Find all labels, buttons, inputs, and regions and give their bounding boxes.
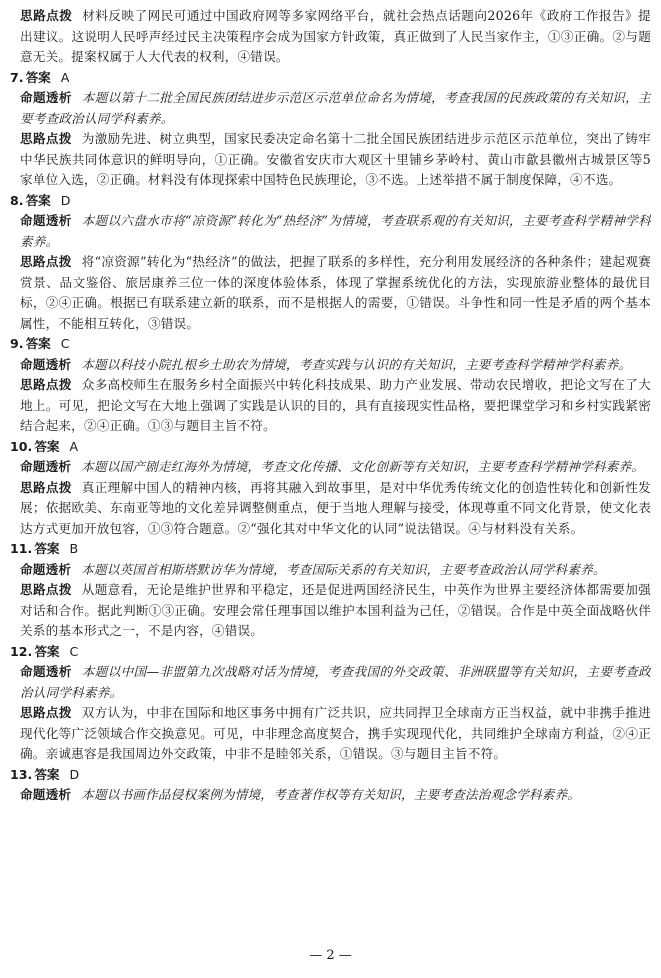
analysis-paragraph bbox=[10, 785, 651, 806]
answer-choice: A bbox=[69, 438, 79, 454]
analysis-paragraph bbox=[10, 88, 651, 129]
question-number: 9. bbox=[10, 336, 24, 351]
answer-key-page bbox=[10, 6, 651, 936]
answer-label: 答案 bbox=[34, 643, 60, 659]
answer-label: 答案 bbox=[34, 438, 60, 454]
hint-text: 从题意看，无论是维护世界和平稳定，还是促进两国经济民生，中英作为世界主要经济体都需要加强对话和合作。据此判断①③正确。安理会常任理事国以维护本国利益为己任，②错误。合作是中英全面战略伙伴关系的基本形式之一，不是内容，④错误。 bbox=[20, 582, 651, 638]
analysis-paragraph bbox=[10, 662, 651, 703]
question-list bbox=[10, 68, 651, 806]
answer-label: 答案 bbox=[25, 192, 51, 208]
hint-text: 双方认为，中非在国际和地区事务中拥有广泛共识，应共同捍卫全球南方正当权益，就中非携手推进现代化等广泛领域合作交换意见。可见，中非理念高度契合，携手实现现代化，共同维护全球南方利益，②④正确。亲诚惠容是我国周边外交政策，中非不是睦邻关系，①错误。③与题目主旨不符。 bbox=[20, 705, 651, 761]
answer-label: 答案 bbox=[34, 766, 60, 782]
answer-line bbox=[10, 334, 651, 355]
analysis-paragraph bbox=[10, 211, 651, 252]
hint-text: 为激励先进、树立典型，国家民委决定命名第十二批全国民族团结进步示范区示范单位，突出了铸牢中华民族共同体意识的鲜明导向，①正确。安徽省安庆市大观区十里铺乡茅岭村、黄山市歙县徽州古城景区等5家单位入选，②正确。材料没有体现探索中国特色民族理论，③不选。上述举措不属于制度保障，④不选。 bbox=[20, 131, 651, 187]
analysis-text: 本题以书画作品侵权案例为情境，考查著作权等有关知识，主要考查法治观念学科素养。 bbox=[81, 787, 581, 802]
hint-text: 材料反映了网民可通过中国政府网等多家网络平台，就社会热点话题向2026年《政府工作报告》提出建议。这说明人民呼声经过民主决策程序会成为国家方针政策，真正做到了人民当家作主，①③正确。②与题意无关。提案权属于人大代表的权利，④错误。 bbox=[20, 8, 651, 64]
page-number: — 2 — bbox=[309, 948, 352, 963]
answer-label: 答案 bbox=[34, 541, 60, 556]
analysis-text: 本题以中国—非盟第九次战略对话为情境，考查我国的外交政策、非洲联盟等有关知识，主要考查政治认同学科素养。 bbox=[20, 664, 651, 700]
hint-label: 思路点拨 bbox=[20, 479, 72, 495]
analysis-label: 命题透析 bbox=[20, 90, 72, 105]
hint-paragraph bbox=[10, 478, 651, 540]
analysis-text: 本题以英国首相斯塔默访华为情境，考查国际关系的有关知识，主要考查政治认同学科素养。 bbox=[81, 561, 606, 577]
hint-label: 思路点拨 bbox=[20, 705, 72, 720]
answer-line bbox=[10, 437, 651, 458]
hint-label: 思路点拨 bbox=[20, 131, 72, 146]
question-number: 11. bbox=[10, 541, 33, 556]
answer-line bbox=[10, 642, 651, 663]
question-block bbox=[10, 642, 651, 765]
intro-hint-paragraph bbox=[10, 6, 651, 68]
answer-line bbox=[10, 68, 651, 89]
question-block bbox=[10, 539, 651, 642]
hint-label: 思路点拨 bbox=[20, 8, 73, 23]
analysis-label: 命题透析 bbox=[20, 664, 72, 679]
answer-line bbox=[10, 765, 651, 786]
analysis-label: 命题透析 bbox=[20, 561, 72, 577]
question-block bbox=[10, 191, 651, 335]
question-number: 10. bbox=[10, 438, 33, 454]
answer-choice: B bbox=[69, 541, 79, 556]
hint-label: 思路点拨 bbox=[20, 254, 72, 269]
analysis-paragraph bbox=[10, 560, 651, 581]
question-block bbox=[10, 437, 651, 540]
hint-paragraph bbox=[10, 129, 651, 191]
answer-choice: D bbox=[60, 192, 71, 208]
hint-paragraph bbox=[10, 580, 651, 642]
answer-choice: A bbox=[60, 69, 70, 85]
hint-paragraph bbox=[10, 252, 651, 334]
answer-line bbox=[10, 539, 651, 560]
analysis-text: 本题以六盘水市将“凉资源”转化为“热经济”为情境，考查联系观的有关知识，主要考查科学精神学科素养。 bbox=[20, 213, 651, 249]
analysis-label: 命题透析 bbox=[20, 459, 72, 474]
answer-label: 答案 bbox=[25, 336, 51, 351]
hint-label: 思路点拨 bbox=[20, 582, 72, 597]
question-block bbox=[10, 334, 651, 437]
analysis-text: 本题以第十二批全国民族团结进步示范区示范单位命名为情境，考查我国的民族政策的有关知识，主要考查政治认同学科素养。 bbox=[20, 90, 651, 126]
analysis-text: 本题以国产剧走红海外为情境，考查文化传播、文化创新等有关知识，主要考查科学精神学科素养。 bbox=[81, 459, 645, 474]
analysis-label: 命题透析 bbox=[20, 356, 72, 372]
hint-label: 思路点拨 bbox=[20, 377, 72, 392]
hint-paragraph bbox=[10, 375, 651, 437]
answer-line bbox=[10, 191, 651, 212]
hint-text: 众多高校师生在服务乡村全面振兴中转化科技成果、助力产业发展、带动农民增收，把论文写在了大地上。可见，把论文写在大地上强调了实践是认识的目的，具有直接现实性品格，要把课堂学习和乡村实践紧密结合起来，②④正确。①③与题目主旨不符。 bbox=[20, 377, 651, 433]
analysis-paragraph bbox=[10, 457, 651, 478]
answer-choice: D bbox=[69, 766, 80, 782]
hint-text: 将“凉资源”转化为“热经济”的做法，把握了联系的多样性，充分利用发展经济的各种条件；建起观赛赏景、品文鉴俗、旅居康养三位一体的深度体验体系，体现了掌握系统优化的方法，实现旅游业整体的最优目标，②④正确。根据已有联系建立新的联系，而不是根据人的需要，①错误。斗争性和同一性是矛盾的两个基本属性，不能相互转化，③错误。 bbox=[20, 254, 651, 331]
question-block bbox=[10, 68, 651, 191]
analysis-label: 命题透析 bbox=[20, 787, 72, 802]
analysis-paragraph bbox=[10, 355, 651, 376]
analysis-label: 命题透析 bbox=[20, 213, 72, 228]
hint-text: 真正理解中国人的精神内核，再将其融入到故事里，是对中华优秀传统文化的创造性转化和创新性发展；依据欧美、东南亚等地的文化差异调整侧重点，便于当地人理解与接受，体现尊重不同文化背景，使文化表达方式更加开放包容，①③符合题意。②“强化其对中华文化的认同”说法错误。④与材料没有关系。 bbox=[20, 479, 651, 536]
hint-paragraph bbox=[10, 703, 651, 765]
question-number: 12. bbox=[10, 643, 33, 659]
answer-choice: C bbox=[69, 643, 79, 659]
question-number: 13. bbox=[10, 766, 33, 782]
question-number: 7. bbox=[10, 69, 24, 85]
question-number: 8. bbox=[10, 192, 24, 208]
analysis-text: 本题以科技小院扎根乡土助农为情境，考查实践与认识的有关知识，主要考查科学精神学科素养。 bbox=[81, 356, 632, 372]
answer-label: 答案 bbox=[25, 69, 51, 85]
question-block bbox=[10, 765, 651, 806]
answer-choice: C bbox=[60, 336, 70, 351]
